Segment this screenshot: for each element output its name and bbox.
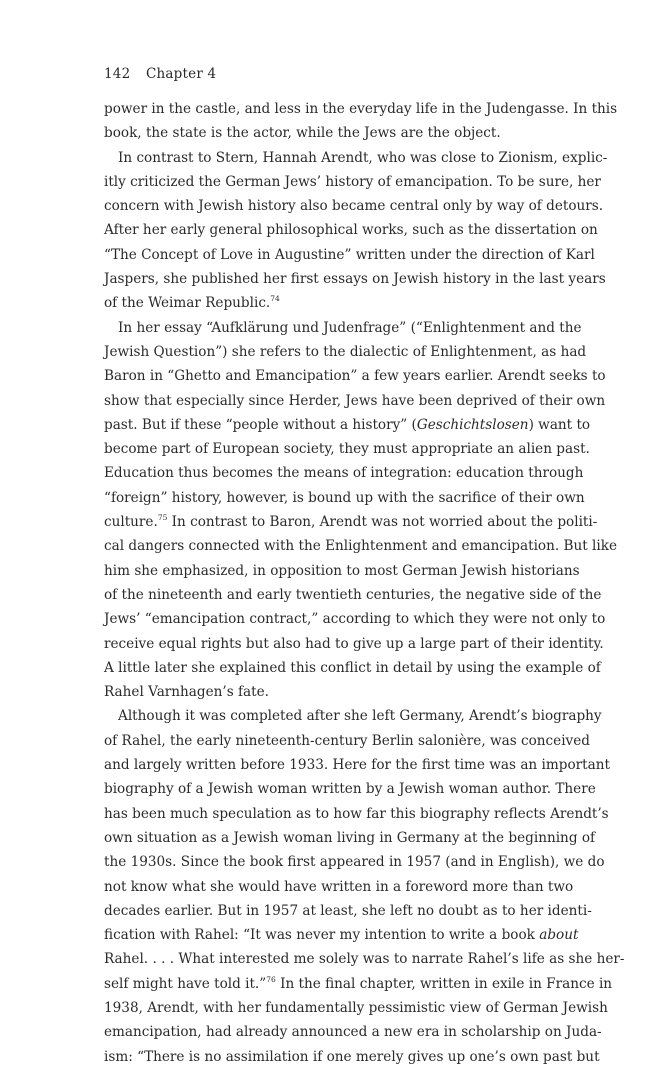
text-run: After her early general philosophical works, such as the dissertation on bbox=[104, 222, 598, 239]
running-head bbox=[104, 66, 216, 82]
text-line bbox=[104, 389, 606, 413]
text-run: In the final chapter, written in exile in France in bbox=[275, 975, 613, 992]
text-run: A little later she explained this conflict in detail by using the example of bbox=[104, 659, 601, 676]
text-line bbox=[104, 996, 608, 1020]
text-run: self might have told it.” bbox=[104, 975, 267, 992]
text-run: past. But if these “people without a history” ( bbox=[104, 416, 417, 433]
text-line bbox=[104, 170, 601, 194]
text-line bbox=[104, 607, 606, 631]
text-run: culture. bbox=[104, 514, 158, 531]
text-run: of the nineteenth and early twentieth centuries, the negative side of the bbox=[104, 586, 602, 603]
text-run: emancipation, had already announced a new era in scholarship on Juda- bbox=[104, 1024, 602, 1041]
text-line bbox=[104, 875, 574, 899]
text-line bbox=[104, 583, 602, 607]
footnote-marker: 74 bbox=[270, 294, 280, 304]
text-line bbox=[104, 146, 608, 170]
text-run: 1938, Arendt, with her fundamentally pessimistic view of German Jewish bbox=[104, 999, 608, 1016]
text-line bbox=[104, 972, 613, 996]
text-run: ism: “There is no assimilation if one merely gives up one’s own past but bbox=[104, 1048, 600, 1065]
text-run: “foreign” history, however, is bound up with the sacrifice of their own bbox=[104, 489, 585, 506]
text-line bbox=[104, 826, 596, 850]
text-line bbox=[104, 632, 604, 656]
text-line bbox=[104, 923, 579, 947]
text-line bbox=[104, 802, 609, 826]
text-line bbox=[104, 850, 605, 874]
text-line bbox=[104, 364, 606, 388]
text-run: Although it was completed after she left Germany, Arendt’s biography bbox=[118, 708, 602, 725]
body-text bbox=[104, 97, 625, 1069]
text-run: “The Concept of Love in Augustine” written under the direction of Karl bbox=[104, 246, 595, 263]
text-line bbox=[104, 340, 587, 364]
page-number: 142 bbox=[104, 66, 131, 82]
text-run: biography of a Jewish woman written by a Jewish woman author. There bbox=[104, 781, 596, 798]
text-run: Jews’ “emancipation contract,” according to which they were not only to bbox=[104, 611, 606, 628]
text-run: ) want to bbox=[528, 416, 591, 433]
text-line bbox=[104, 218, 598, 242]
italic-text: Geschichtslosen bbox=[416, 416, 529, 433]
text-run: receive equal rights but also had to give up a large part of their identity. bbox=[104, 635, 604, 652]
italic-text: about bbox=[539, 927, 579, 944]
text-line bbox=[104, 97, 618, 121]
text-line bbox=[104, 243, 595, 267]
text-run: itly criticized the German Jews’ history of emancipation. To be sure, her bbox=[104, 173, 601, 190]
text-run: Rahel. . . . What interested me solely was to narrate Rahel’s life as she her- bbox=[104, 951, 625, 968]
text-run: become part of European society, they must appropriate an alien past. bbox=[104, 441, 590, 458]
text-line bbox=[104, 121, 563, 145]
text-line bbox=[104, 486, 585, 510]
text-line bbox=[104, 777, 596, 801]
text-run: Rahel Varnhagen’s fate. bbox=[104, 684, 269, 701]
text-line bbox=[104, 680, 563, 704]
text-run: Jewish Question”) she refers to the dialectic of Enlightenment, as had bbox=[104, 343, 587, 360]
text-run: cal dangers connected with the Enlightenment and emancipation. But like bbox=[104, 538, 617, 555]
text-line bbox=[104, 510, 598, 534]
text-line bbox=[104, 534, 617, 558]
text-line bbox=[104, 704, 602, 728]
text-run: In contrast to Stern, Hannah Arendt, who was close to Zionism, explic- bbox=[118, 149, 608, 166]
text-run: In her essay “Aufklärung und Judenfrage” (“Enlightenment and the bbox=[118, 319, 582, 336]
footnote-marker: 76 bbox=[266, 974, 276, 984]
text-run: not know what she would have written in a foreword more than two bbox=[104, 878, 574, 895]
text-run: Jaspers, she published her first essays on Jewish history in the last years bbox=[104, 271, 606, 288]
text-run: him she emphasized, in opposition to most German Jewish historians bbox=[104, 562, 580, 579]
text-run: and largely written before 1933. Here for the first time was an important bbox=[104, 757, 610, 774]
chapter-label: Chapter 4 bbox=[146, 66, 217, 82]
footnote-marker: 75 bbox=[157, 513, 168, 523]
text-run: Baron in “Ghetto and Emancipation” a few years earlier. Arendt seeks to bbox=[104, 368, 606, 385]
text-line bbox=[104, 194, 604, 218]
text-run: In contrast to Baron, Arendt was not worried about the politi- bbox=[167, 514, 598, 531]
text-line bbox=[104, 1020, 602, 1044]
text-line bbox=[104, 559, 580, 583]
text-line bbox=[104, 316, 582, 340]
text-run: has been much speculation as to how far this biography reflects Arendt’s bbox=[104, 805, 609, 822]
text-line bbox=[104, 899, 592, 923]
text-line bbox=[104, 461, 584, 485]
text-run: of the Weimar Republic. bbox=[104, 295, 271, 312]
text-run: decades earlier. But in 1957 at least, she left no doubt as to her identi- bbox=[104, 902, 592, 919]
text-run: of Rahel, the early nineteenth-century Berlin salonière, was conceived bbox=[104, 732, 590, 749]
text-run: the 1930s. Since the book first appeared in 1957 (and in English), we do bbox=[104, 854, 605, 871]
text-line bbox=[104, 753, 610, 777]
text-run: own situation as a Jewish woman living in Germany at the beginning of bbox=[104, 829, 596, 846]
text-line bbox=[104, 1045, 600, 1069]
text-line bbox=[104, 291, 563, 315]
text-run: show that especially since Herder, Jews have been deprived of their own bbox=[104, 392, 606, 409]
text-run: concern with Jewish history also became central only by way of detours. bbox=[104, 198, 604, 215]
text-line bbox=[104, 267, 606, 291]
text-run: book, the state is the actor, while the Jews are the object. bbox=[104, 125, 501, 142]
text-line bbox=[104, 437, 590, 461]
text-run: power in the castle, and less in the everyday life in the Judengasse. In this bbox=[104, 101, 618, 117]
text-run: Education thus becomes the means of integration: education through bbox=[104, 465, 584, 482]
text-line bbox=[104, 413, 591, 437]
text-line bbox=[104, 729, 590, 753]
text-line bbox=[104, 947, 625, 971]
text-line bbox=[104, 656, 601, 680]
text-run: fication with Rahel: “It was never my intention to write a book bbox=[104, 927, 540, 944]
